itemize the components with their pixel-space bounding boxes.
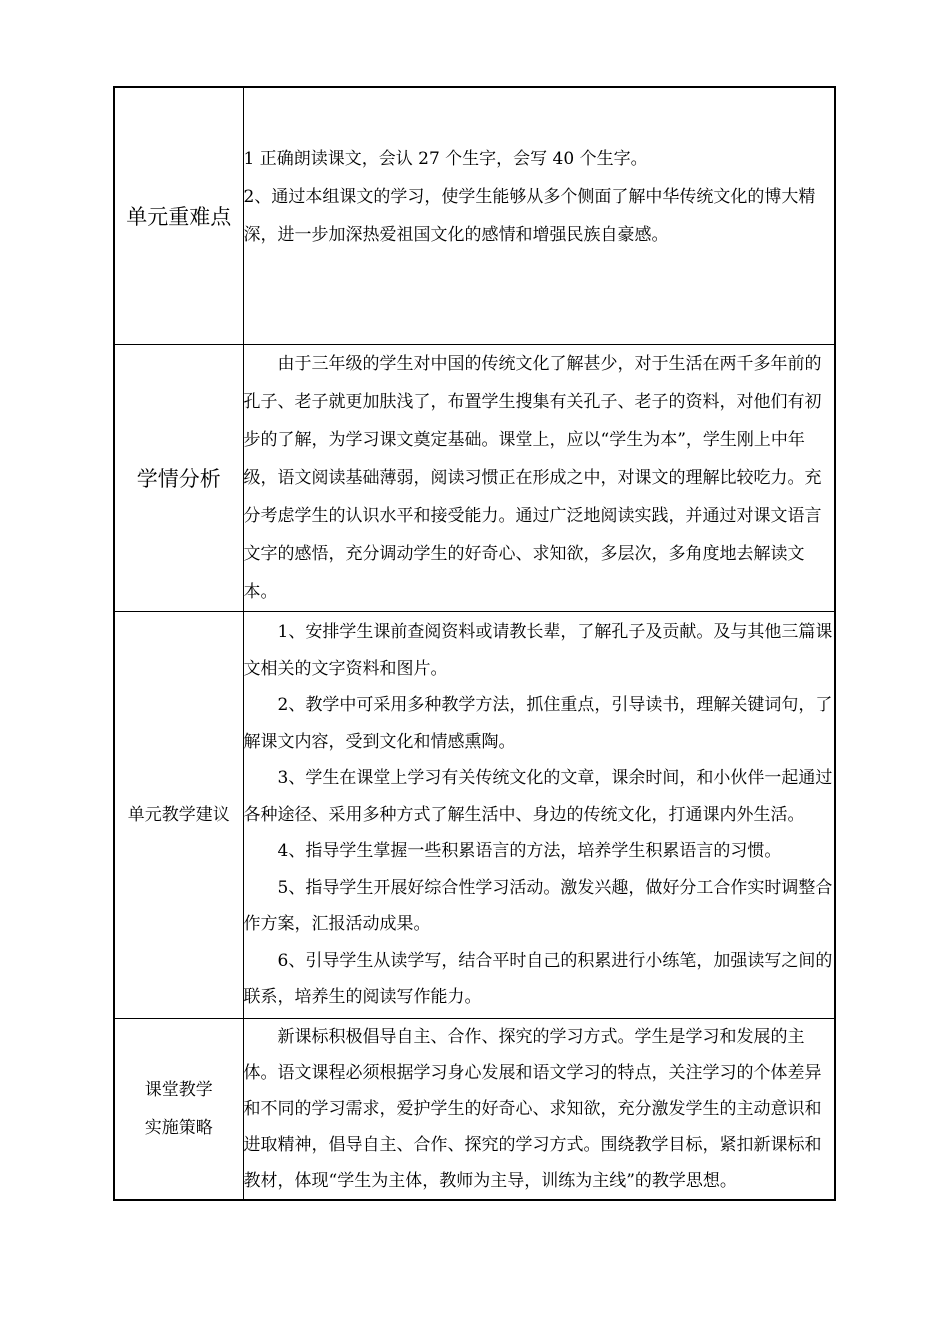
paragraph: 3、学生在课堂上学习有关传统文化的文章，课余时间，和小伙伴一起通过各种途径、采用多种方式了解生活中、身边的传统文化，打通课内外生活。 <box>243 768 833 825</box>
label-line: 课堂教学 <box>144 1079 213 1100</box>
lesson-plan-table <box>113 86 836 1201</box>
teaching-suggestions-content <box>243 612 835 1019</box>
paragraph: 新课标积极倡导自主、合作、探究的学习方式。学生是学习和发展的主体。语文课程必须根据学习身心发展和语文学习的特点，关注学习的个体差异和不同的学习需求，爱护学生的好奇心、求知欲，充分激发学生的主动意识和进取精神，倡导自主、合作、探究的学习方式。围绕教学目标，紧扣新课标和教材，体现“学生为主体，教师为主导，训练为主线”的教学思想。 <box>243 1026 822 1191</box>
paragraph: 5、指导学生开展好综合性学习活动。激发兴趣，做好分工合作实时调整合作方案，汇报活动成果。 <box>243 877 833 934</box>
paragraph: 1、安排学生课前查阅资料或请教长辈，了解孔子及贡献。及与其他三篇课文相关的文字资料和图片。 <box>243 622 833 679</box>
paragraph: 2、通过本组课文的学习，使学生能够从多个侧面了解中华传统文化的博大精深，进一步加深热爱祖国文化的感情和增强民族自豪感。 <box>243 187 816 245</box>
student-analysis-content <box>243 345 835 612</box>
table-row-key-points <box>114 87 835 345</box>
paragraph: 由于三年级的学生对中国的传统文化了解甚少，对于生活在两千多年前的孔子、老子就更加肤浅了，布置学生搜集有关孔子、老子的资料，对他们有初步的了解，为学习课文奠定基础。课堂上，应以“学生为本”，学生刚上中年级，语文阅读基础薄弱，阅读习惯正在形成之中，对课文的理解比较吃力。充分考虑学生的认识水平和接受能力。通过广泛地阅读实践，并通过对课文语言文字的感悟，充分调动学生的好奇心、求知欲，多层次，多角度地去解读文本。 <box>243 354 822 602</box>
paragraph: 1 正确朗读课文，会认 27 个生字，会写 40 个生字。 <box>243 149 648 169</box>
row-label-teaching-suggestions: 单元教学建议 <box>114 612 243 1019</box>
paragraph: 2、教学中可采用多种教学方法，抓住重点，引导读书，理解关键词句，了解课文内容，受到文化和情感熏陶。 <box>243 695 833 752</box>
table-row-student-analysis <box>114 345 835 612</box>
row-label-strategies <box>114 1018 243 1200</box>
key-points-content <box>243 87 835 345</box>
table-row-teaching-suggestions <box>114 612 835 1019</box>
label-line: 实施策略 <box>144 1117 213 1138</box>
row-label-key-points: 单元重难点 <box>114 87 243 345</box>
row-label-student-analysis: 学情分析 <box>114 345 243 612</box>
paragraph: 6、引导学生从读学写，结合平时自己的积累进行小练笔，加强读写之间的联系，培养生的阅读写作能力。 <box>243 950 833 1007</box>
table-row-strategies <box>114 1018 835 1200</box>
paragraph: 4、指导学生掌握一些积累语言的方法，培养学生积累语言的习惯。 <box>277 841 782 861</box>
strategies-content <box>243 1018 835 1200</box>
